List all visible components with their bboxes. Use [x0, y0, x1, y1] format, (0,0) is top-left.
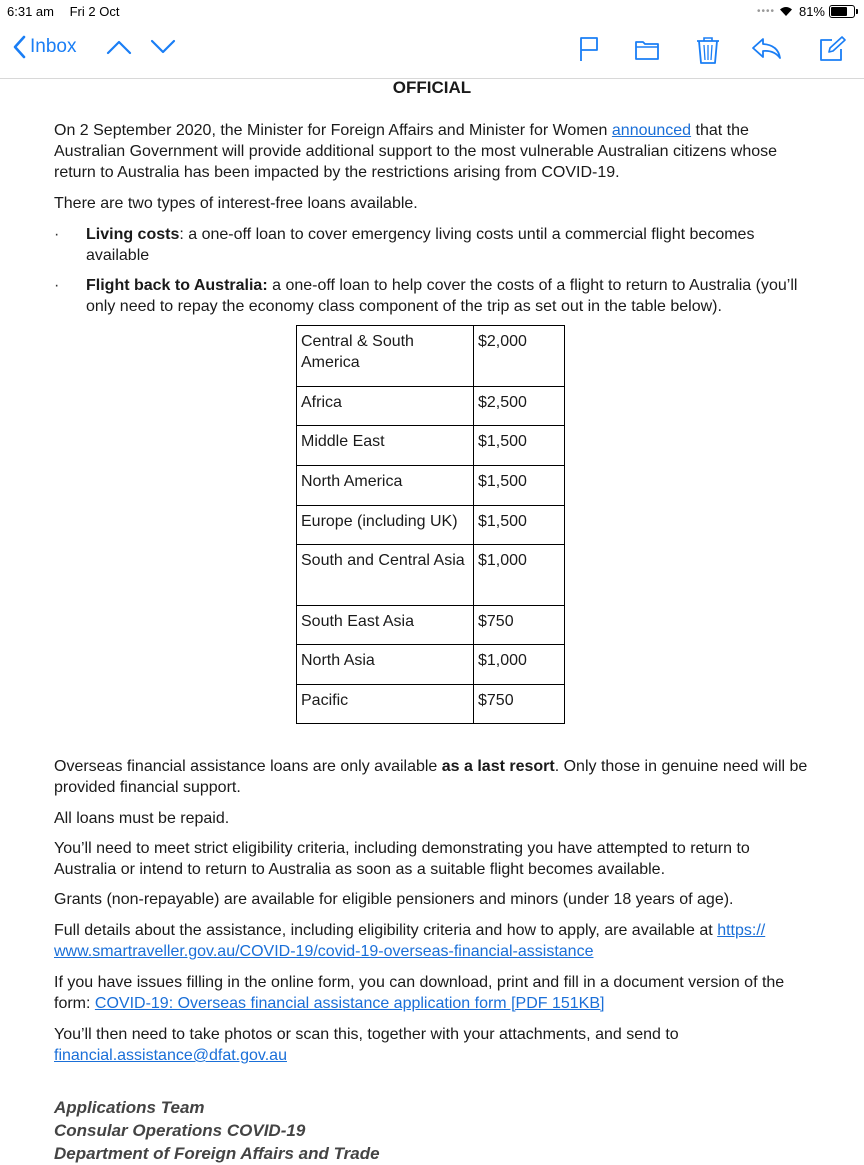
last-resort-emphasis: as a last resort: [441, 758, 555, 775]
bullet-flight-back: [54, 275, 814, 317]
eligibility-paragraph: You’ll need to meet strict eligibility criteria, including demonstrating you have attempted to return to Australia or intend to return to Australia as soon as a suitable flight becomes available.: [54, 840, 750, 878]
reply-icon[interactable]: [750, 35, 782, 63]
grants-paragraph: Grants (non-repayable) are available for eligible pensioners and minors (under 18 years of age).: [54, 891, 734, 908]
bullet-text: : a one-off loan to cover emergency living costs until a commercial flight becomes available: [86, 226, 755, 264]
last-resort-text-end: . Only those in genuine need will be provided financial support.: [54, 758, 808, 796]
send-paragraph: [54, 1024, 814, 1066]
smartraveller-link-line1: https://: [717, 922, 766, 939]
region-cell: Africa: [297, 387, 474, 426]
back-to-inbox-button[interactable]: [12, 35, 76, 59]
table-row: [297, 387, 565, 426]
folder-icon[interactable]: [633, 35, 661, 63]
status-right: [757, 4, 858, 19]
table-row: [297, 466, 565, 506]
details-text: Full details about the assistance, including eligibility criteria and how to apply, are available at: [54, 922, 718, 939]
table-row: [297, 326, 565, 387]
email-body: [0, 78, 864, 100]
intro-paragraph: [54, 120, 814, 183]
region-cell: North America: [297, 466, 474, 506]
battery-level: [831, 7, 847, 16]
amount-cell: $1,500: [474, 426, 565, 466]
region-cell: North Asia: [297, 645, 474, 685]
amount-cell: $1,000: [474, 645, 565, 685]
region-cell: Europe (including UK): [297, 506, 474, 545]
battery-tip: [856, 9, 858, 14]
battery-icon: [829, 5, 855, 18]
repaid-paragraph: All loans must be repaid.: [54, 810, 230, 827]
details-paragraph: [54, 920, 814, 962]
status-date: Fri 2 Oct: [69, 4, 120, 19]
compose-icon[interactable]: [818, 35, 846, 63]
region-cell: South East Asia: [297, 606, 474, 645]
loan-types-intro: There are two types of interest-free loans available.: [54, 195, 418, 212]
table-row: [297, 506, 565, 545]
previous-message-icon[interactable]: [106, 38, 132, 56]
signature-line: Department of Foreign Affairs and Trade: [54, 1144, 380, 1163]
bullet-text: a one-off loan to help cover the costs of a flight to return to Australia (you’ll only need to repay the economy class component of the trip as set out in the table below).: [86, 277, 798, 315]
region-cell: South and Central Asia: [297, 545, 474, 606]
table-row: [297, 645, 565, 685]
status-left: [7, 4, 131, 19]
last-resort-paragraph: [54, 756, 814, 798]
table-row: [297, 606, 565, 645]
cellular-signal-icon: ••••: [756, 6, 775, 17]
amount-cell: $1,500: [474, 506, 565, 545]
table-row: [297, 685, 565, 724]
inbox-label: Inbox: [30, 36, 77, 57]
send-text: You’ll then need to take photos or scan this, together with your attachments, and send to: [54, 1026, 679, 1043]
amount-cell: $2,000: [474, 326, 565, 387]
smartraveller-link-line2: www.smartraveller.gov.au/COVID-19/covid-19-overseas-financial-assistance: [54, 943, 594, 960]
signature-line: Consular Operations COVID-19: [54, 1121, 306, 1140]
bullet-marker: ·: [54, 226, 60, 243]
bullet-living-costs: [54, 224, 814, 266]
table-row: [297, 545, 565, 606]
wifi-icon: [779, 6, 793, 17]
intro-text-end: that the Australian Government will provide additional support to the most vulnerable Australian citizens whose return to Australia has been impacted by the restrictions arising from COVID-19.: [54, 122, 778, 181]
region-cell: Middle East: [297, 426, 474, 466]
status-bar: [0, 0, 864, 24]
form-paragraph: [54, 972, 814, 1014]
bullet-marker: ·: [54, 277, 60, 294]
chevron-left-icon: [12, 35, 26, 59]
trash-icon[interactable]: [695, 35, 721, 65]
table-row: [297, 426, 565, 466]
region-cell: Pacific: [297, 685, 474, 724]
intro-text-start: On 2 September 2020, the Minister for Foreign Affairs and Minister for Women: [54, 122, 612, 139]
signature-line: Applications Team: [54, 1098, 205, 1117]
classification-marking: OFFICIAL: [392, 78, 472, 97]
amount-cell: $1,500: [474, 466, 565, 506]
form-text: If you have issues filling in the online form, you can download, print and fill in a document version of the form:: [54, 974, 785, 1012]
financial-assistance-email-link[interactable]: financial.assistance@dfat.gov.au: [54, 1047, 287, 1064]
loan-amounts-table: [296, 325, 565, 724]
region-cell: Central & South America: [297, 326, 474, 387]
flag-icon[interactable]: [578, 35, 600, 63]
application-form-pdf-link[interactable]: COVID-19: Overseas financial assistance application form [PDF 151KB]: [94, 995, 605, 1012]
amount-cell: $750: [474, 685, 565, 724]
amount-cell: $750: [474, 606, 565, 645]
amount-cell: $2,500: [474, 387, 565, 426]
announced-link[interactable]: announced: [611, 122, 692, 139]
last-resort-text-start: Overseas financial assistance loans are only available: [54, 758, 442, 775]
bullet-title: Living costs: [86, 226, 180, 243]
next-message-icon[interactable]: [150, 38, 176, 56]
amount-cell: $1,000: [474, 545, 565, 606]
mail-toolbar: [0, 24, 864, 79]
battery-percentage: 81%: [798, 4, 825, 19]
bullet-title: Flight back to Australia:: [86, 277, 268, 294]
status-time: 6:31 am: [7, 4, 54, 19]
signature-block: [54, 1096, 380, 1165]
